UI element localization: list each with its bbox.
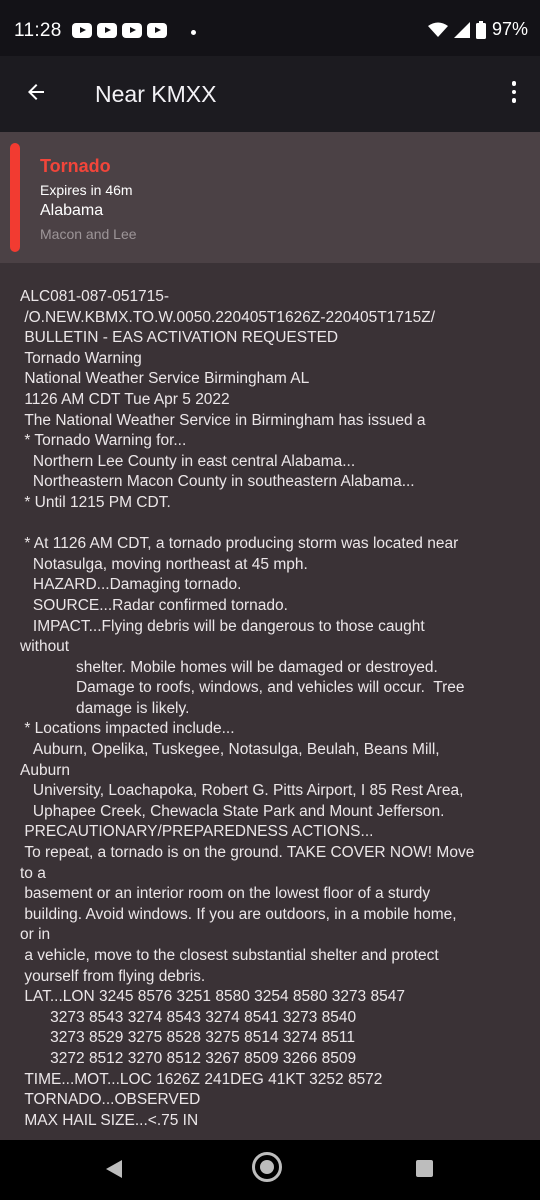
- app-bar: [0, 56, 540, 132]
- system-nav-bar: [0, 1140, 540, 1200]
- more-options-button[interactable]: [502, 74, 526, 110]
- nav-recents-icon[interactable]: [416, 1160, 433, 1177]
- battery-icon: [476, 21, 486, 39]
- alert-state: Alabama: [40, 202, 104, 219]
- youtube-icon: [97, 23, 117, 38]
- back-button[interactable]: [14, 70, 58, 114]
- battery-percent: 97%: [491, 19, 528, 39]
- arrow-back-icon: [24, 80, 48, 104]
- alert-card[interactable]: [0, 132, 540, 263]
- alert-counties: Macon and Lee: [40, 226, 137, 242]
- bulletin-panel[interactable]: [0, 263, 540, 1139]
- youtube-icon: [147, 23, 167, 38]
- more-vert-icon: [512, 98, 517, 103]
- alert-expires: Expires in 46m: [40, 182, 133, 198]
- nav-home-icon[interactable]: [252, 1152, 282, 1182]
- status-right: [428, 19, 528, 40]
- status-bar: [0, 0, 540, 56]
- page-title: Near KMXX: [95, 81, 217, 107]
- youtube-icon: [122, 23, 142, 38]
- nav-back-icon[interactable]: [106, 1160, 122, 1178]
- more-vert-icon: [512, 90, 517, 95]
- bulletin-text: ALC081-087-051715- /O.NEW.KBMX.TO.W.0050.220405T1626Z-220405T1715Z/ BULLETIN - EAS ACTIVATION REQUESTED Tornado Warning National Weather Service Birmingham AL 1126 AM CDT Tue Apr 5 2022 The National Weather Service in Birmingham has issued a * Tornado Warning for... Northern Lee County in east central Alabama... Northeastern Macon County in southeastern Alabama... * Until 1215 PM CDT. * At 1126 AM CDT, a tornado producing storm was located near Notasulga, moving northeast at 45 mph. HAZARD...Damaging tornado. SOURCE...Radar confirmed tornado. IMPACT...Flying debris will be dangerous to those caught without shelter. Mobile homes will be damaged or destroyed. Damage to roofs, windows, and vehicles will occur. Tree damage is likely. * Locations impacted include... Auburn, Opelika, Tuskegee, Notasulga, Beulah, Beans Mill, Auburn University, Loachapoka, Robert G. Pitts Airport, I 85 Rest Area, Uphapee Creek, Chewacla State Park and Mount Jefferson. PRECAUTIONARY/PREPAREDNESS ACTIONS... To repeat, a tornado is on the ground. TAKE COVER NOW! Move to a basement or an interior room on the lowest floor of a sturdy building. Avoid windows. If you are outdoors, in a mobile home, or in a vehicle, move to the closest substantial shelter and protect yourself from flying debris. LAT...LON 3245 8576 3251 8580 3254 8580 3273 8547 3273 8543 3274 8543 3274 8541 3273 8540 3273 8529 3275 8528 3275 8514 3274 8511 3272 8512 3270 8512 3267 8509 3266 8509 TIME...MOT...LOC 1626Z 241DEG 41KT 3252 8572 TORNADO...OBSERVED MAX HAIL SIZE...<.75 IN: [20, 288, 475, 1129]
- wifi-icon: [428, 22, 448, 38]
- alert-type: Tornado: [40, 156, 111, 176]
- dot-icon: [191, 30, 196, 35]
- signal-icon: [454, 22, 470, 38]
- more-vert-icon: [512, 81, 517, 86]
- youtube-icon: [72, 23, 92, 38]
- alert-severity-stripe: [10, 143, 20, 252]
- status-time: 11:28: [14, 20, 62, 41]
- notification-icons: [72, 23, 167, 38]
